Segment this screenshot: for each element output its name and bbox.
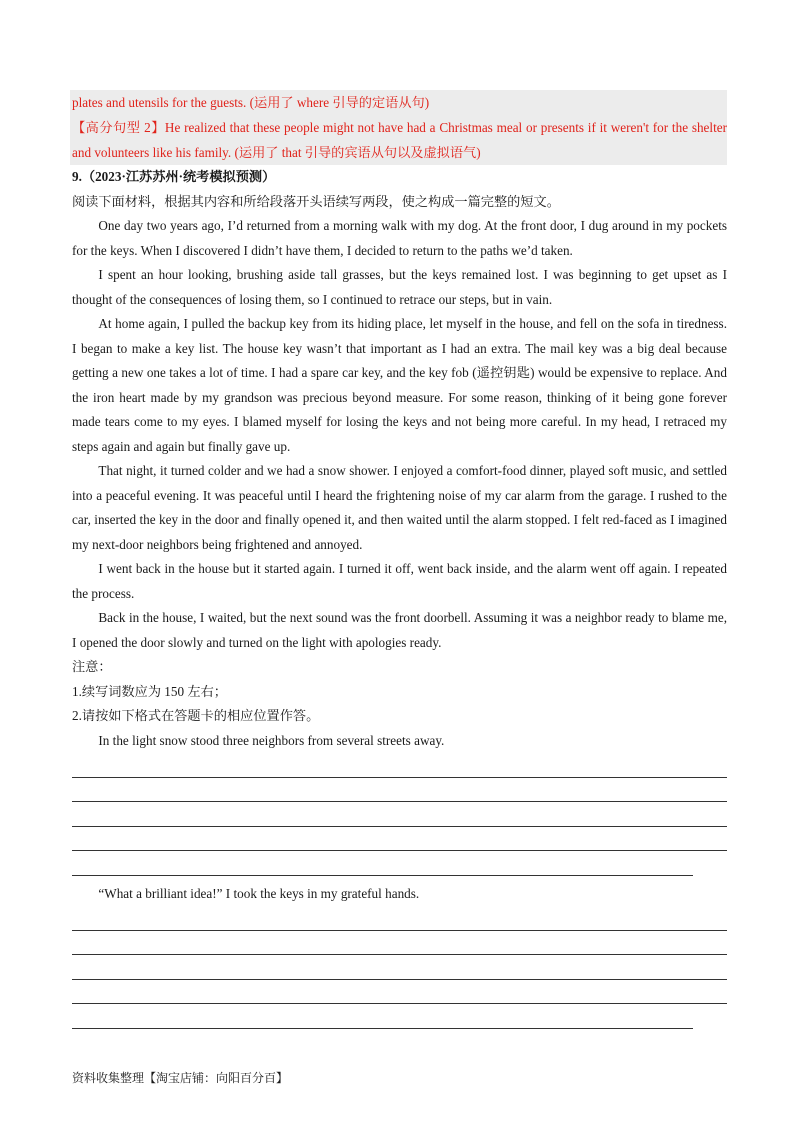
passage-paragraph-1: One day two years ago, I’d returned from a morning walk with my dog. At the front door, I dug around in my pockets for the keys. When I discovered I didn’t have them, I decided to return to the paths we’d taken. (72, 218, 727, 258)
high-score-sentence-2: 【高分句型 2】He realized that these people might not have had a Christmas meal or presents if it weren't for the shelter and volunteers like his family. (运用了 that 引导的宾语从句以及虚拟语气) (72, 120, 727, 160)
notes-title: 注意： (72, 659, 112, 674)
answer-line[interactable] (72, 906, 727, 931)
answer-line[interactable] (72, 851, 693, 876)
answer-line[interactable] (72, 931, 727, 956)
highlight-line-1: plates and utensils for the guests. (运用了 where 引导的定语从句) (72, 95, 430, 110)
passage-paragraph-6: Back in the house, I waited, but the next sound was the front doorbell. Assuming it was a neighbor ready to blame me, I opened the door slowly and turned on the light with apologies ready. (72, 610, 727, 650)
document-page (72, 90, 727, 1029)
answer-line[interactable] (72, 802, 727, 827)
passage-paragraph-2: I spent an hour looking, brushing aside tall grasses, but the keys remained lost. I was beginning to get upset as I thought of the consequences of losing them, so I continued to retrace our steps, but in vain. (72, 267, 727, 307)
passage-paragraph-3: At home again, I pulled the backup key from its hiding place, let myself in the house, and fell on the sofa in tiredness. I began to make a key list. The house key wasn’t that important as I had an extra. The mail key was a big deal because getting a new one takes a lot of time. I had a spare car key, and the key fob (遥控钥匙) would be expensive to replace. And the iron heart made by my grandson was precious beyond measure. For some reason, thinking of it being gone forever made tears come to my eyes. I blamed myself for losing the keys and not being more careful. In my head, I retraced my steps again and again but finally gave up. (72, 316, 727, 454)
answer-line[interactable] (72, 955, 727, 980)
answer-line[interactable] (72, 827, 727, 852)
continuation-prompt-2: “What a brilliant idea!” I took the keys in my grateful hands. (98, 885, 420, 901)
highlighted-answer-box (70, 90, 727, 165)
answer-lines-2[interactable] (72, 906, 727, 1029)
answer-lines-1[interactable] (72, 753, 727, 876)
continuation-prompt-1: In the light snow stood three neighbors from several streets away. (98, 732, 445, 748)
note-word-count: 1.续写词数应为 150 左右； (72, 683, 227, 699)
question-heading: 9.（2023·江苏苏州·统考模拟预测） (72, 169, 276, 184)
answer-line[interactable] (72, 753, 727, 778)
passage-paragraph-4: That night, it turned colder and we had a snow shower. I enjoyed a comfort-food dinner, played soft music, and settled into a peaceful evening. It was peaceful until I heard the frightening noise of my car alarm from the garage. I rushed to the car, inserted the key in the door and finally opened it, and then waited until the alarm stopped. I felt red-faced as I imagined my next-door neighbors being frightened and annoyed. (72, 463, 727, 552)
answer-line[interactable] (72, 1004, 693, 1029)
answer-line[interactable] (72, 980, 727, 1005)
passage-paragraph-5: I went back in the house but it started again. I turned it off, went back inside, and the alarm went off again. I repeated the process. (72, 561, 727, 601)
note-format: 2.请按如下格式在答题卡的相应位置作答。 (72, 708, 320, 723)
answer-line[interactable] (72, 778, 727, 803)
footer-source-note: 资料收集整理【淘宝店铺：向阳百分百】 (72, 1071, 289, 1085)
question-instruction: 阅读下面材料，根据其内容和所给段落开头语续写两段，使之构成一篇完整的短文。 (72, 193, 560, 209)
